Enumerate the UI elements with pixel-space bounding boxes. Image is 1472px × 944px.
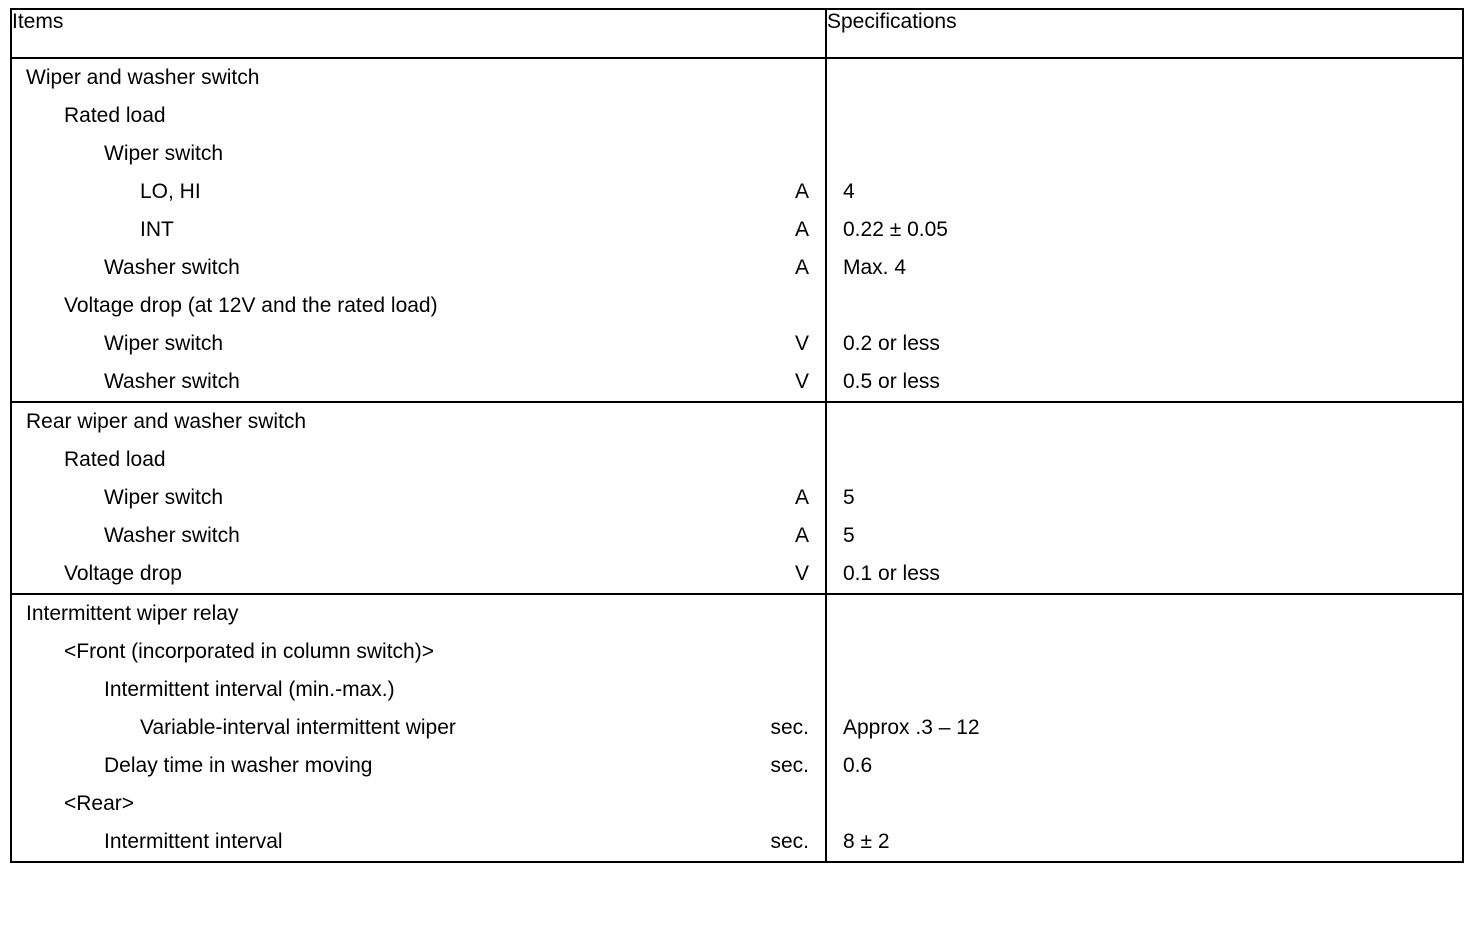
- column-header-unit: [756, 9, 826, 58]
- unit-line: [756, 59, 825, 97]
- unit-line: sec.: [770, 716, 809, 739]
- item-line: Rated load: [64, 104, 166, 127]
- section-spec-cell: [826, 402, 1463, 594]
- spec-line: [827, 441, 1462, 479]
- spec-line: [827, 785, 1462, 823]
- spec-line: [827, 287, 1462, 325]
- item-line: Washer switch: [104, 370, 240, 393]
- table-section-row: [11, 58, 1463, 402]
- item-line: Wiper switch: [104, 142, 224, 165]
- unit-line: A: [794, 524, 809, 547]
- table-section-row: [11, 594, 1463, 862]
- section-unit-cell: [756, 58, 826, 402]
- unit-line: [756, 287, 825, 325]
- item-line: Variable-interval intermittent wiper: [140, 716, 456, 739]
- item-line: Delay time in washer moving: [104, 754, 373, 777]
- table-section-row: [11, 402, 1463, 594]
- spec-line: [827, 671, 1462, 709]
- table-body: [11, 9, 1463, 862]
- item-line: Rated load: [64, 448, 166, 471]
- unit-line: V: [794, 370, 809, 393]
- spec-line: 5: [843, 524, 855, 547]
- unit-line: [756, 135, 825, 173]
- unit-line: A: [794, 256, 809, 279]
- item-line: Intermittent interval (min.-max.): [104, 678, 395, 701]
- item-line: Washer switch: [104, 524, 240, 547]
- item-line: Wiper and washer switch: [26, 66, 260, 89]
- spec-line: 8 ± 2: [843, 830, 890, 853]
- spec-line: [827, 59, 1462, 97]
- unit-line: [756, 633, 825, 671]
- item-line: Wiper switch: [104, 332, 224, 355]
- item-line: Voltage drop (at 12V and the rated load): [64, 294, 438, 317]
- section-unit-cell: [756, 402, 826, 594]
- section-spec-cell: [826, 594, 1463, 862]
- spec-line: Max. 4: [843, 256, 907, 279]
- item-line: Washer switch: [104, 256, 240, 279]
- spec-line: [827, 403, 1462, 441]
- unit-line: sec.: [770, 830, 809, 853]
- spec-line: [827, 97, 1462, 135]
- spec-line: [827, 135, 1462, 173]
- spec-line: 0.6: [843, 754, 873, 777]
- unit-line: [756, 97, 825, 135]
- unit-line: [756, 785, 825, 823]
- section-unit-cell: [756, 594, 826, 862]
- spec-line: [827, 633, 1462, 671]
- item-line: <Rear>: [64, 792, 135, 815]
- spec-line: 5: [843, 486, 855, 509]
- item-line: Wiper switch: [104, 486, 224, 509]
- item-line: Rear wiper and washer switch: [26, 410, 307, 433]
- spec-line: 0.1 or less: [843, 562, 940, 585]
- section-items-cell: [11, 58, 756, 402]
- unit-line: [756, 671, 825, 709]
- column-header-items: Items: [11, 9, 756, 58]
- unit-line: [756, 595, 825, 633]
- table-header-row: [11, 9, 1463, 58]
- item-line: Intermittent interval: [104, 830, 283, 853]
- unit-line: [756, 403, 825, 441]
- unit-line: sec.: [770, 754, 809, 777]
- unit-line: A: [794, 486, 809, 509]
- item-line: LO, HI: [140, 180, 201, 203]
- item-line: INT: [140, 218, 174, 241]
- unit-line: [756, 441, 825, 479]
- section-items-cell: [11, 402, 756, 594]
- item-line: <Front (incorporated in column switch)>: [64, 640, 434, 663]
- unit-line: A: [794, 218, 809, 241]
- spec-line: 0.5 or less: [843, 370, 940, 393]
- spec-line: Approx .3 – 12: [843, 716, 980, 739]
- unit-line: V: [794, 562, 809, 585]
- section-spec-cell: [826, 58, 1463, 402]
- section-items-cell: [11, 594, 756, 862]
- spec-line: 0.2 or less: [843, 332, 940, 355]
- specifications-table: [10, 8, 1464, 863]
- spec-line: [827, 595, 1462, 633]
- unit-line: A: [794, 180, 809, 203]
- item-line: Voltage drop: [64, 562, 182, 585]
- item-line: Intermittent wiper relay: [26, 602, 239, 625]
- spec-line: 4: [843, 180, 855, 203]
- unit-line: V: [794, 332, 809, 355]
- spec-line: 0.22 ± 0.05: [843, 218, 948, 241]
- column-header-specifications: Specifications: [826, 9, 1463, 58]
